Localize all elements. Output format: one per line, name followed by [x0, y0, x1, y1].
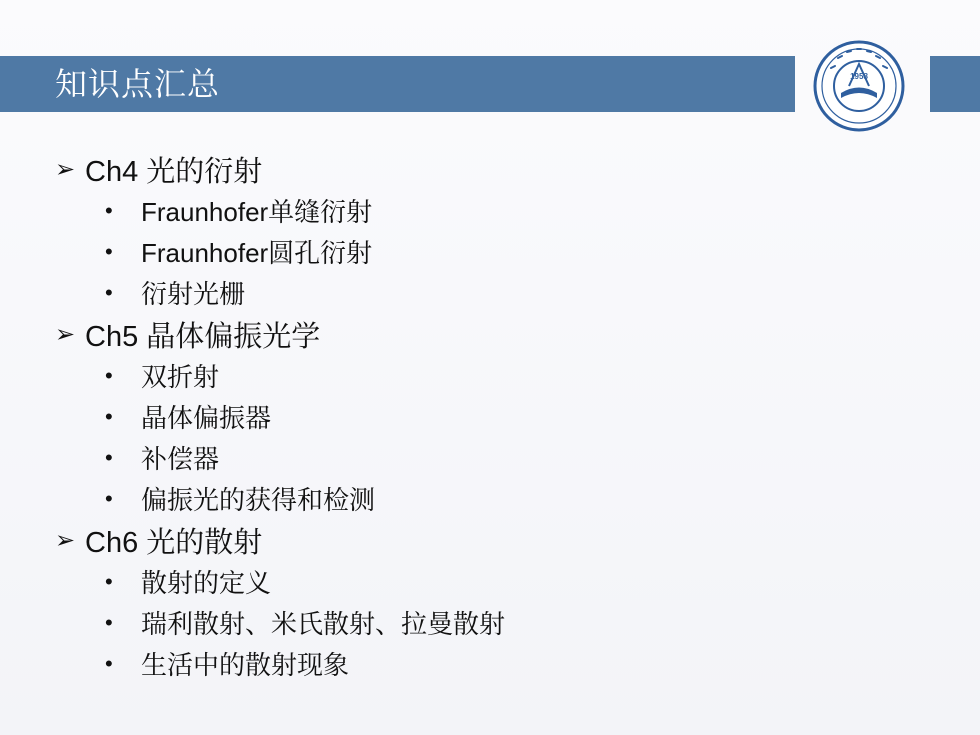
- item-text: 补偿器: [141, 444, 220, 474]
- item-text: Fraunhofer单缝衍射: [141, 197, 373, 227]
- section-ch4: [55, 148, 940, 313]
- bullet-icon: •: [105, 650, 113, 676]
- bullet-icon: •: [105, 444, 113, 470]
- item-text: 散射的定义: [141, 568, 272, 598]
- section-ch6: [55, 519, 940, 684]
- arrow-bullet-icon: ➢: [55, 526, 76, 554]
- section-ch5: [55, 313, 940, 519]
- item-text: 晶体偏振器: [141, 403, 272, 433]
- item-list: [55, 355, 940, 519]
- slide-content: [55, 148, 940, 684]
- item-text: 生活中的散射现象: [141, 650, 350, 680]
- section-title: Ch6 光的散射: [85, 526, 263, 559]
- bullet-icon: •: [105, 197, 113, 223]
- section-title: Ch5 晶体偏振光学: [85, 320, 321, 353]
- item-text: 偏振光的获得和检测: [141, 485, 376, 515]
- list-item: [55, 643, 940, 684]
- title-bar: [0, 56, 795, 112]
- section-title: Ch4 光的衍射: [85, 155, 263, 188]
- bullet-icon: •: [105, 485, 113, 511]
- arrow-bullet-icon: ➢: [55, 320, 76, 348]
- list-item: [55, 602, 940, 643]
- list-item: [55, 355, 940, 396]
- item-text: Fraunhofer圆孔衍射: [141, 238, 373, 268]
- list-item: [55, 561, 940, 602]
- list-item: [55, 231, 940, 272]
- item-text: 衍射光栅: [141, 279, 246, 309]
- slide-title: 知识点汇总: [55, 66, 221, 102]
- section-heading: [55, 313, 940, 355]
- list-item: [55, 190, 940, 231]
- section-heading: [55, 519, 940, 561]
- item-text: 双折射: [141, 362, 220, 392]
- list-item: [55, 478, 940, 519]
- list-item: [55, 272, 940, 313]
- list-item: [55, 396, 940, 437]
- list-item: [55, 437, 940, 478]
- item-text: 瑞利散射、米氏散射、拉曼散射: [141, 609, 506, 639]
- bullet-icon: •: [105, 362, 113, 388]
- item-list: [55, 561, 940, 684]
- bullet-icon: •: [105, 403, 113, 429]
- item-list: [55, 190, 940, 313]
- bullet-icon: •: [105, 238, 113, 264]
- bullet-icon: •: [105, 279, 113, 305]
- logo-year: 1958: [850, 72, 868, 81]
- bullet-icon: •: [105, 568, 113, 594]
- university-logo-icon: [811, 38, 907, 134]
- bullet-icon: •: [105, 609, 113, 635]
- section-heading: [55, 148, 940, 190]
- arrow-bullet-icon: ➢: [55, 155, 76, 183]
- title-bar-right-segment: [930, 56, 980, 112]
